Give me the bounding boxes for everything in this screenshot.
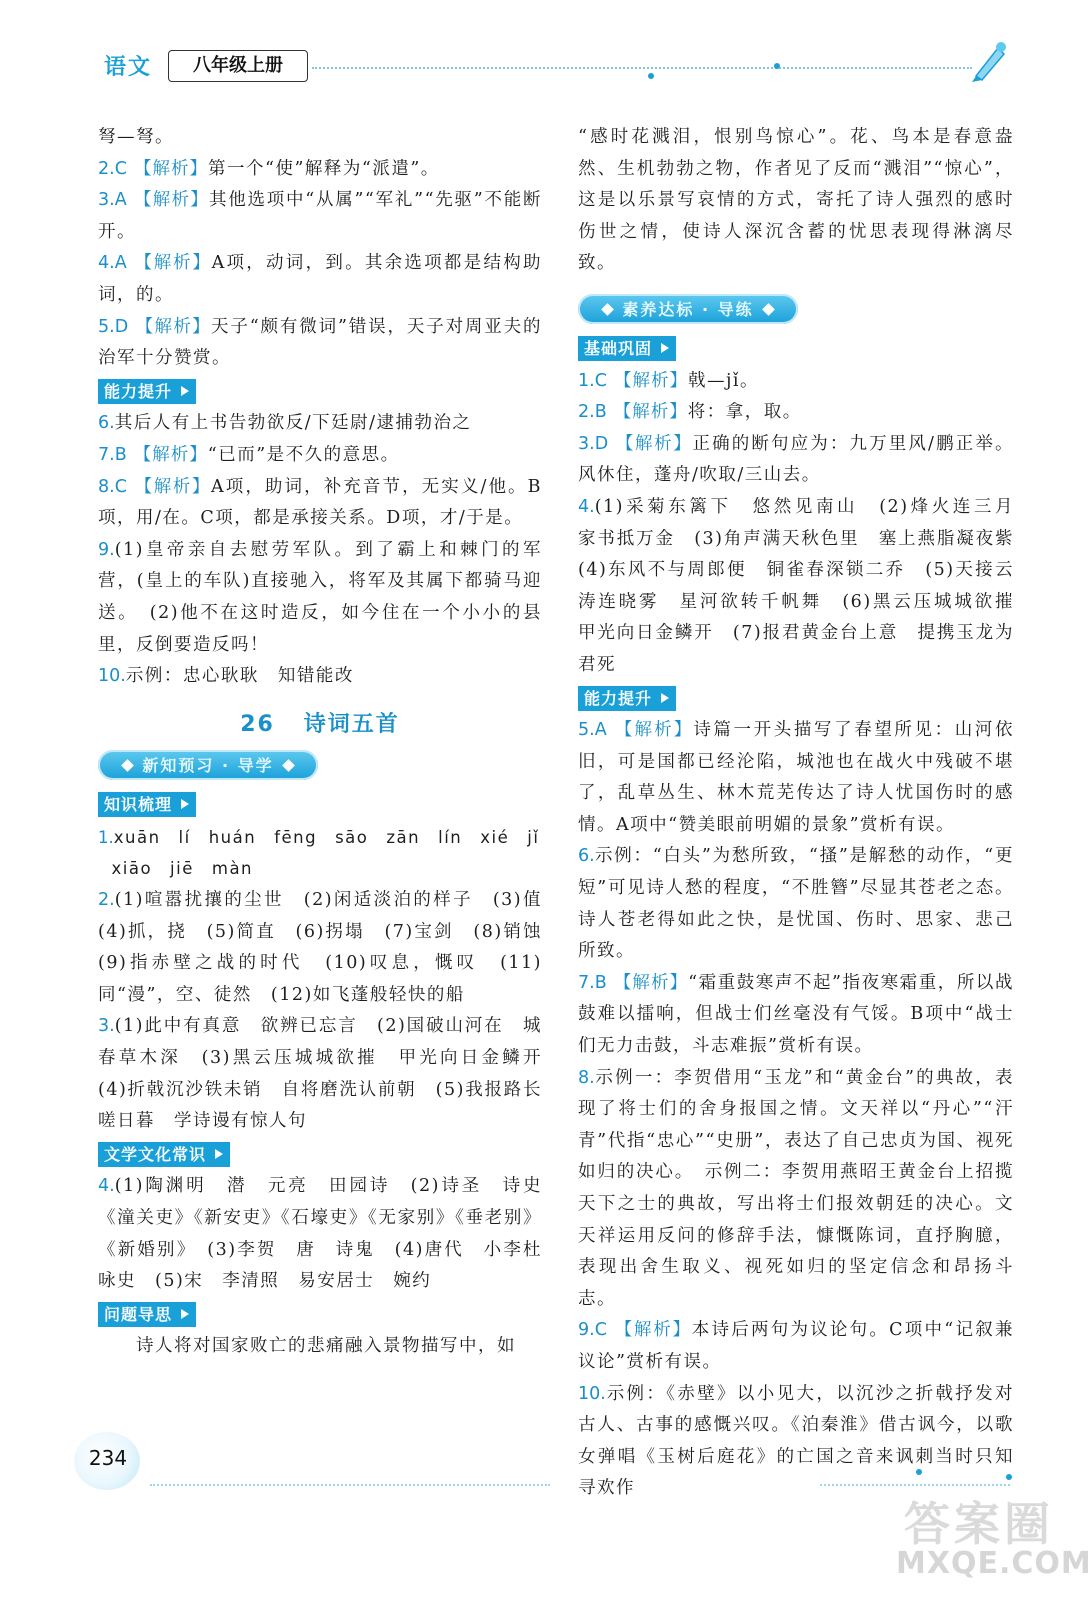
answer-r4: 4.(1)采菊东篱下 悠然见南山 (2)烽火连三月 家书抵万金 (3)角声满天秋色里 塞上燕脂凝夜紫 (4)东风不与周郎便 铜雀春深锁二乔 (5)天接云涛连晓雾 星河欲转千帆舞 (6)黑云压城城欲摧 甲光向日金鳞开 (7)报君黄金台上意 提携玉龙为君死: [578, 496, 1033, 675]
left-column: [98, 122, 561, 1363]
answer-4: 4.A 【解析】A项，动词，到。其余选项都是结构助词，的。: [98, 253, 543, 305]
answer-r1: 1.C 【解析】戟—jǐ。: [578, 370, 760, 391]
section-heading: 26 诗词五首: [240, 711, 400, 737]
answer-8: 8.C 【解析】A项，助词，补充音节，无实义/他。B项，用/在。C项，都是承接关系。D项，才/于是。: [98, 476, 542, 529]
section-tag-ability: 能力提升: [98, 379, 196, 404]
answer-r5: 5.A 【解析】诗篇一开头描写了春望所见：山河依旧，可是国都已经沦陷，城池也在战火中残破不堪了，乱草丛生、林木荒芜传达了诗人忧国伤时的感情。A项中“赞美眼前明媚的景象”赏析有误。: [578, 720, 1014, 835]
section-tag-question: 问题导思: [98, 1302, 196, 1327]
answer-r8: 8.示例一：李贺借用“玉龙”和“黄金台”的典故，表现了将士们的舍身报国之情。文天祥以“丹心”“汗青”代指“忠心”“史册”，表达了自己忠贞为国、视死如归的决心。 示例二：李贺用燕昭王黄金台上招揽天下之士的典故，写出将士们报效朝廷的决心。文天祥运用反问的修辞手法，慷慨陈词，直抒胸臆，表现出舍生取义、视死如归的坚定信念和昂扬斗志。: [578, 1067, 1014, 1309]
page-header: [0, 0, 1092, 90]
answer-2b: 2.(1)喧嚣扰攘的尘世 (2)闲适淡泊的样子 (3)值 (4)抓，挠 (5)简直 (6)拐塌 (7)宝剑 (8)销蚀 (9)指赤壁之战的时代 (10)叹息，慨叹 (11)同“漫”，空、徒然 (12)如飞蓬般轻快的船: [98, 890, 561, 1005]
banner-practice: 素养达标 · 导练: [578, 294, 798, 326]
answer-6: 6.其后人有上书告勃欲反/下廷尉/逮捕勃治之: [98, 413, 472, 434]
answer-line: 弩—弩。: [98, 127, 174, 147]
answer-r7: 7.B 【解析】“霜重鼓寒声不起”指夜寒霜重，所以战鼓难以擂响，但战士们丝毫没有气馁。B项中“战士们无力击鼓，斗志难振”赏析有误。: [578, 972, 1014, 1057]
grade-label: 八年级上册: [168, 50, 308, 82]
answer-1-pinyin: 1.xuān lí huán fēng sāo zān lín xié jǐ xiāo jiē màn: [98, 827, 540, 879]
paragraph-last: 诗人将对国家败亡的悲痛融入景物描写中，如: [136, 1336, 516, 1357]
page-number: 234: [88, 1446, 128, 1470]
answer-9: 9.(1)皇帝亲自去慰劳军队。到了霸上和棘门的军营，(皇上的车队)直接驰入，将军及其属下都骑马迎送。 (2)他不在这时造反，如今住在一个小小的县里，反倒要造反吗！: [98, 539, 542, 655]
header-divider: [312, 67, 972, 69]
answer-10: 10.示例：忠心耿耿 知错能改: [98, 666, 354, 687]
banner-preview: 新知预习 · 导学: [98, 750, 318, 782]
footer-dot: [1006, 1474, 1012, 1480]
answer-r3: 3.D 【解析】正确的断句应为：九万里风/鹏正举。风休住，蓬舟/吹取/三山去。: [578, 433, 1014, 486]
header-dot: [774, 63, 780, 69]
answer-r6: 6.示例：“白头”为愁所致，“搔”是解愁的动作，“更短”可见诗人愁的程度，“不胜簪”尽显其苍老之态。诗人苍老得如此之快，是忧国、伤时、思家、悲己所致。: [578, 846, 1014, 962]
section-tag-literature: 文学文化常识: [98, 1142, 230, 1167]
watermark-logo: 答案圈 MXQE.COM: [896, 1497, 1092, 1581]
answer-r2: 2.B 【解析】将：拿，取。: [578, 402, 802, 423]
answer-3: 3.A 【解析】其他选项中“从属”“军礼”“先驱”不能断开。: [98, 190, 542, 242]
answer-3b: 3.(1)此中有真意 欲辨已忘言 (2)国破山河在 城春草木深 (3)黑云压城城欲摧 甲光向日金鳞开 (4)折戟沉沙铁未销 自将磨洗认前朝 (5)我报路长嗟日暮 学诗谩有惊人句: [98, 1016, 561, 1132]
section-tag-basic: 基础巩固: [578, 336, 676, 361]
answer-7: 7.B 【解析】“已而”是不久的意思。: [98, 444, 400, 465]
header-dot: [648, 73, 654, 79]
answer-2: 2.C 【解析】第一个“使”解释为“派遣”。: [98, 158, 440, 179]
subject-label: 语文: [104, 55, 153, 80]
paragraph-continued: “感时花溅泪，恨别鸟惊心”。花、鸟本是春意盎然、生机勃勃之物，作者见了反而“溅泪”“惊心”，这是以乐景写哀情的方式，寄托了诗人强烈的感时伤世之情，使诗人深沉含蓄的忧思表现得淋漓尽致。: [578, 127, 1014, 274]
footer-divider: [820, 1484, 1010, 1486]
answer-r9: 9.C 【解析】本诗后两句为议论句。C项中“记叙兼议论”赏析有误。: [578, 1320, 1014, 1372]
section-tag-ability-right: 能力提升: [578, 686, 676, 711]
page-number-badge: [70, 1432, 142, 1492]
answer-4b: 4.(1)陶渊明 潜 元亮 田园诗 (2)诗圣 诗史 《潼关吏》《新安吏》《石壕吏》《无家别》《垂老别》《新婚别》 (3)李贺 唐 诗鬼 (4)唐代 小李杜 咏史 (5)宋 李清照 易安居士 婉约: [98, 1176, 561, 1292]
footer-divider: [150, 1484, 550, 1486]
answer-5: 5.D 【解析】天子“颇有微词”错误，天子对周亚夫的治军十分赞赏。: [98, 316, 542, 369]
section-tag-knowledge: 知识梳理: [98, 792, 196, 817]
pen-icon: [968, 38, 1008, 82]
footer-dot: [916, 1469, 922, 1475]
answer-r10: 10.示例：《赤壁》以小见大，以沉沙之折戟抒发对古人、古事的感慨兴叹。《泊秦淮》借古讽今，以歌女弹唱《玉树后庭花》的亡国之音来讽刺当时只知寻欢作: [578, 1383, 1014, 1499]
right-column: [578, 122, 1033, 1505]
